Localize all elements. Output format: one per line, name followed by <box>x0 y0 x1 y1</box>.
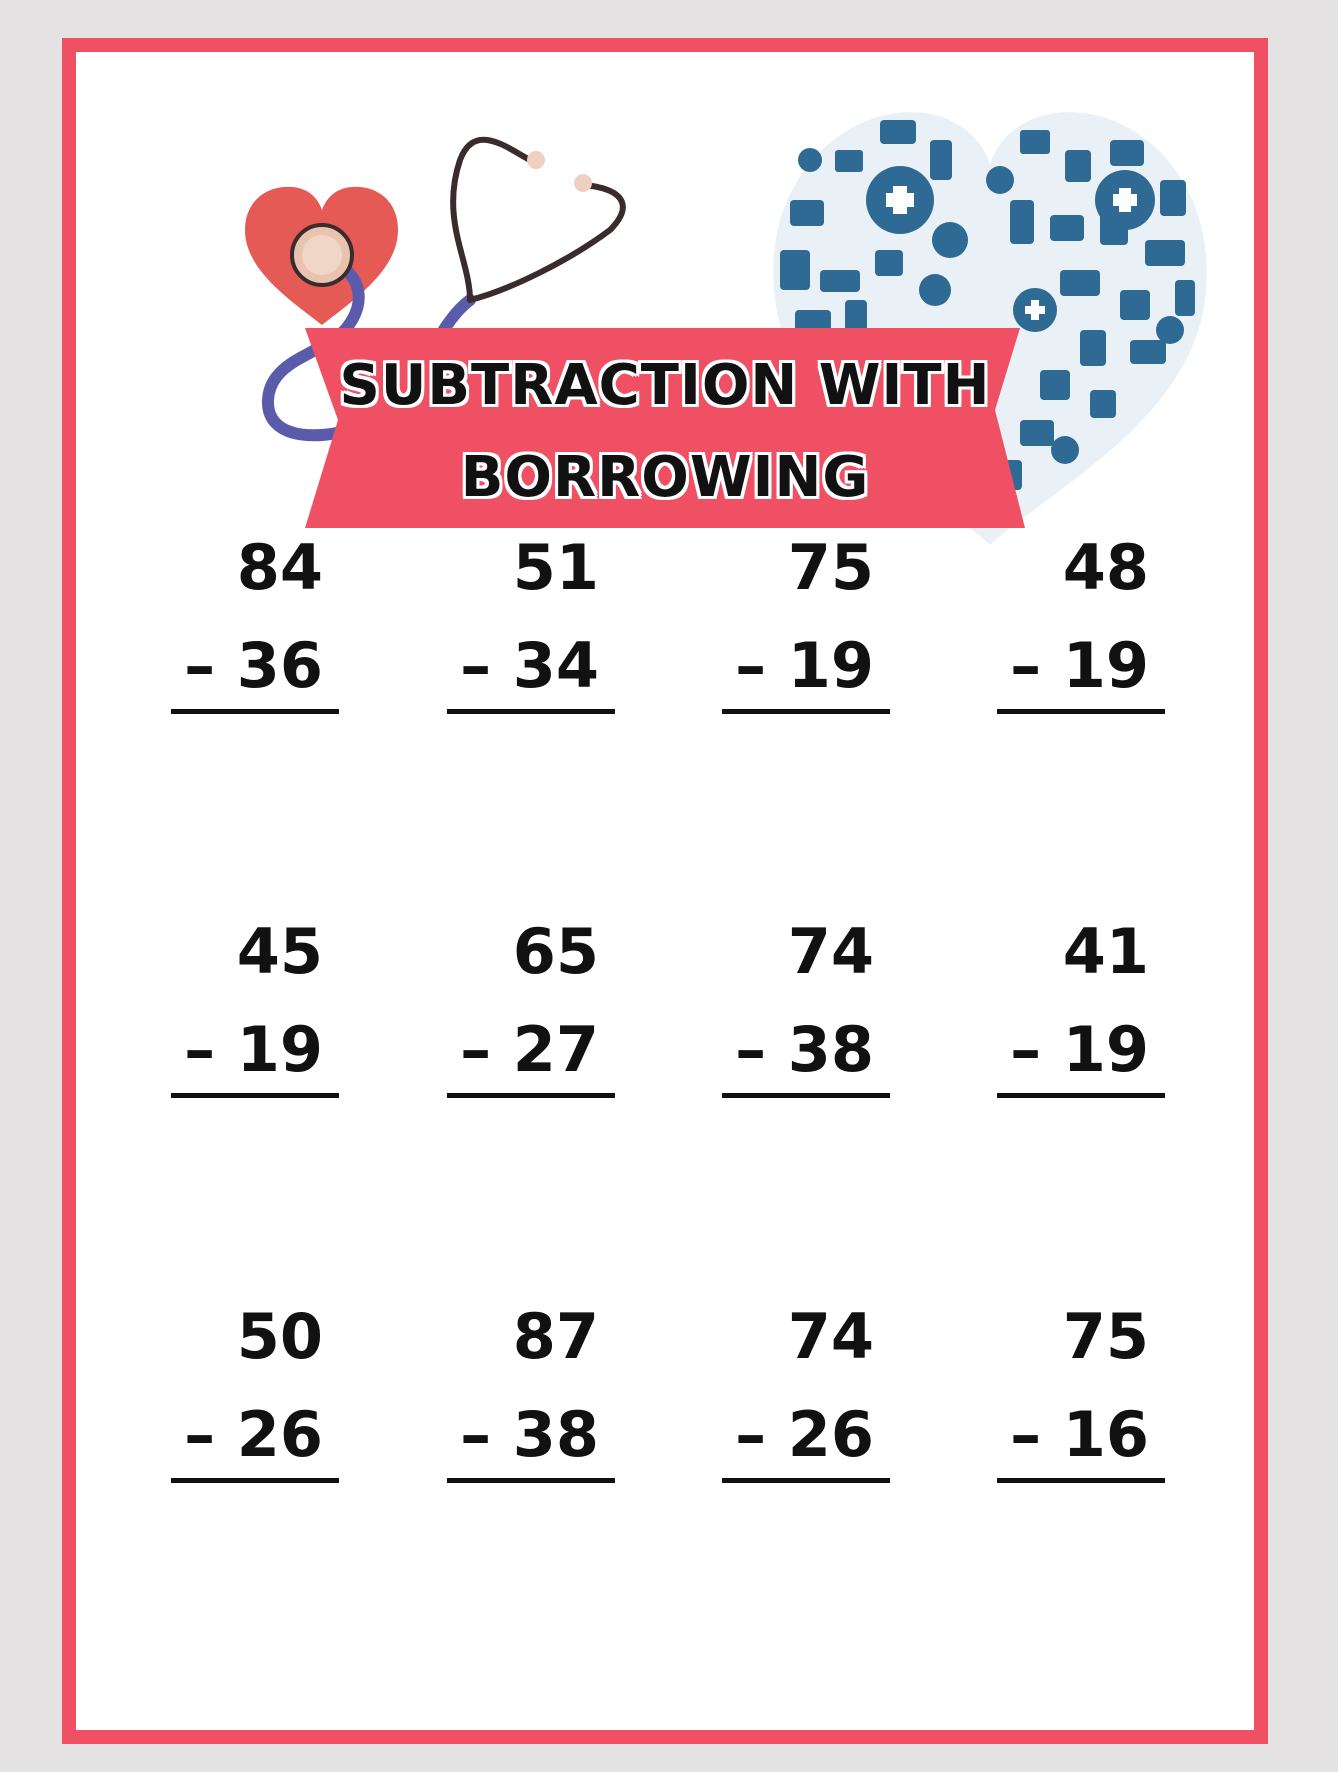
subtrahend <box>184 1015 323 1085</box>
answer-line <box>997 1478 1165 1483</box>
minuend: 87 <box>512 1300 599 1373</box>
problem-10 <box>447 1300 617 1471</box>
problem-12 <box>997 1300 1167 1471</box>
subtrahend <box>184 1400 323 1470</box>
subtrahend-value: 26 <box>215 1398 323 1471</box>
minuend: 41 <box>1062 915 1149 988</box>
minuend: 50 <box>236 1300 323 1373</box>
minus-sign: – <box>184 1398 216 1471</box>
minuend: 75 <box>787 531 874 604</box>
subtrahend <box>1010 1400 1149 1470</box>
minuend: 65 <box>512 915 599 988</box>
subtrahend <box>735 631 874 701</box>
subtrahend-value: 34 <box>491 629 599 702</box>
answer-line <box>722 1093 890 1098</box>
answer-line <box>722 1478 890 1483</box>
problem-9 <box>171 1300 341 1471</box>
subtrahend <box>184 631 323 701</box>
minus-sign: – <box>460 629 492 702</box>
problem-7 <box>722 915 892 1086</box>
minus-sign: – <box>1010 1398 1042 1471</box>
minus-sign: – <box>460 1398 492 1471</box>
minus-sign: – <box>1010 629 1042 702</box>
answer-line <box>997 1093 1165 1098</box>
minus-sign: – <box>735 1398 767 1471</box>
title-line-1: SUBTRACTION WITH <box>339 353 991 418</box>
subtrahend-value: 38 <box>766 1013 874 1086</box>
title-block <box>305 340 1025 520</box>
subtrahend <box>1010 631 1149 701</box>
subtrahend <box>460 1015 599 1085</box>
subtrahend-value: 19 <box>1041 629 1149 702</box>
minus-sign: – <box>184 1013 216 1086</box>
title-line-2: BORROWING <box>460 445 870 510</box>
minus-sign: – <box>184 629 216 702</box>
answer-line <box>447 1093 615 1098</box>
subtrahend <box>460 1400 599 1470</box>
subtrahend-value: 38 <box>491 1398 599 1471</box>
minuend: 75 <box>1062 1300 1149 1373</box>
subtrahend-value: 19 <box>215 1013 323 1086</box>
minuend: 51 <box>512 531 599 604</box>
subtrahend-value: 16 <box>1041 1398 1149 1471</box>
subtrahend <box>735 1015 874 1085</box>
minus-sign: – <box>1010 1013 1042 1086</box>
minus-sign: – <box>735 1013 767 1086</box>
problem-11 <box>722 1300 892 1471</box>
problem-6 <box>447 915 617 1086</box>
answer-line <box>171 1093 339 1098</box>
problem-8 <box>997 915 1167 1086</box>
answer-line <box>997 709 1165 714</box>
subtrahend-value: 19 <box>766 629 874 702</box>
minuend: 48 <box>1062 531 1149 604</box>
minuend: 84 <box>236 531 323 604</box>
minus-sign: – <box>460 1013 492 1086</box>
problem-2 <box>447 531 617 702</box>
answer-line <box>447 1478 615 1483</box>
subtrahend-value: 19 <box>1041 1013 1149 1086</box>
problem-5 <box>171 915 341 1086</box>
problem-1 <box>171 531 341 702</box>
problem-3 <box>722 531 892 702</box>
subtrahend <box>735 1400 874 1470</box>
answer-line <box>171 709 339 714</box>
answer-line <box>447 709 615 714</box>
subtrahend-value: 27 <box>491 1013 599 1086</box>
answer-line <box>171 1478 339 1483</box>
problem-4 <box>997 531 1167 702</box>
answer-line <box>722 709 890 714</box>
subtrahend-value: 36 <box>215 629 323 702</box>
minuend: 45 <box>236 915 323 988</box>
subtrahend <box>460 631 599 701</box>
minus-sign: – <box>735 629 767 702</box>
minuend: 74 <box>787 915 874 988</box>
subtrahend <box>1010 1015 1149 1085</box>
minuend: 74 <box>787 1300 874 1373</box>
subtrahend-value: 26 <box>766 1398 874 1471</box>
